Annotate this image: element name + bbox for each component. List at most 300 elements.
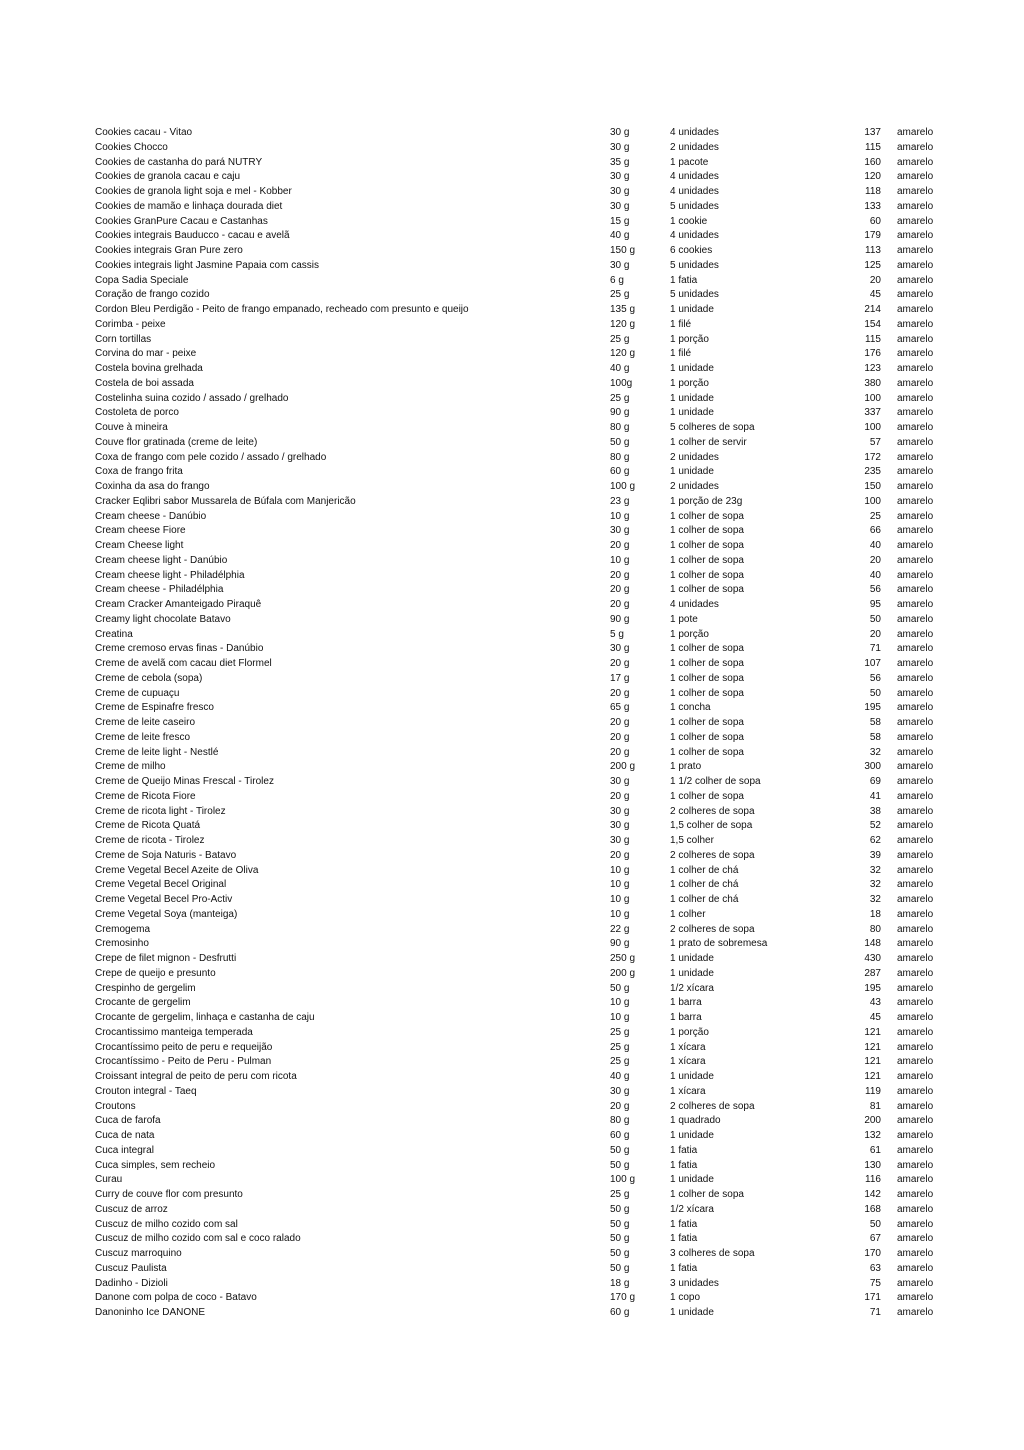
category-color-cell: amarelo (897, 1012, 934, 1023)
category-color-cell: amarelo (897, 1085, 934, 1097)
calories-cell: 123 (864, 363, 881, 374)
category-color-cell: amarelo (897, 304, 934, 315)
category-color-cell: amarelo (897, 628, 934, 640)
portion-cell: 15 g (610, 215, 630, 227)
table-row (95, 598, 925, 613)
household-measure-cell: 1 colher de sopa (670, 790, 744, 802)
category-color-cell: amarelo (897, 584, 934, 596)
household-measure-cell: 1 colher de chá (670, 894, 739, 905)
table-row (95, 1085, 925, 1100)
food-name-cell: Creme de Ricota Quatá (95, 820, 201, 832)
food-name-cell: Creme de Soja Naturis - Batavo (95, 849, 237, 861)
food-name-cell: Creme de leite light - Nestlé (95, 746, 219, 758)
food-name-cell: Cookies de castanha do pará NUTRY (95, 156, 263, 168)
calories-cell: 287 (864, 967, 881, 979)
table-row (95, 347, 925, 362)
portion-cell: 60 g (610, 1307, 630, 1318)
portion-cell: 30 g (610, 525, 630, 537)
category-color-cell: amarelo (897, 274, 934, 286)
household-measure-cell: 1 colher de sopa (670, 672, 744, 684)
calories-cell: 116 (865, 1174, 881, 1186)
calories-cell: 113 (865, 245, 881, 256)
table-row (95, 141, 925, 156)
category-color-cell: amarelo (897, 540, 934, 551)
category-color-cell: amarelo (897, 849, 934, 861)
food-name-cell: Curau (95, 1174, 123, 1186)
calories-cell: 52 (869, 820, 881, 832)
portion-cell: 50 g (610, 1248, 630, 1259)
category-color-cell: amarelo (897, 422, 934, 433)
food-name-cell: Cuca de farofa (95, 1115, 161, 1127)
category-color-cell: amarelo (897, 1056, 934, 1068)
table-row (95, 554, 925, 569)
portion-cell: 22 g (610, 923, 630, 935)
food-name-cell: Cream cheese - Philadélphia (95, 584, 224, 596)
portion-cell: 10 g (610, 1012, 630, 1023)
portion-cell: 20 g (610, 569, 630, 581)
table-row (95, 288, 925, 303)
portion-cell: 30 g (610, 259, 630, 271)
food-name-cell: Couve à mineira (95, 422, 168, 433)
category-color-cell: amarelo (897, 1292, 934, 1304)
household-measure-cell: 1 porção (670, 333, 709, 345)
food-name-cell: Crocantíssimo peito de peru e requeijão (95, 1041, 273, 1053)
table-row (95, 746, 925, 761)
category-color-cell: amarelo (897, 1130, 934, 1141)
calories-cell: 71 (869, 643, 881, 655)
household-measure-cell: 3 unidades (670, 1277, 719, 1289)
calories-cell: 130 (864, 1159, 881, 1171)
household-measure-cell: 1 unidade (670, 1130, 714, 1141)
calories-cell: 300 (864, 761, 881, 773)
table-row (95, 716, 925, 731)
calories-cell: 75 (869, 1277, 881, 1289)
table-row (95, 1173, 925, 1188)
household-measure-cell: 1 fatia (670, 1159, 698, 1171)
calories-cell: 107 (864, 658, 881, 669)
food-name-cell: Curry de couve flor com presunto (95, 1189, 243, 1200)
calories-cell: 57 (869, 436, 881, 448)
portion-cell: 30 g (610, 820, 630, 832)
food-name-cell: Creme de ricota light - Tirolez (95, 805, 226, 817)
household-measure-cell: 1 barra (670, 1012, 702, 1023)
table-row (95, 436, 925, 451)
household-measure-cell: 1 pote (670, 613, 698, 625)
portion-cell: 30 g (610, 171, 630, 183)
category-color-cell: amarelo (897, 864, 934, 876)
category-color-cell: amarelo (897, 687, 934, 699)
calories-cell: 56 (869, 584, 881, 596)
household-measure-cell: 1 colher de sopa (670, 746, 744, 758)
portion-cell: 20 g (610, 1100, 630, 1112)
food-name-cell: Creme de avelã com cacau diet Flormel (95, 658, 272, 669)
table-row (95, 864, 925, 879)
household-measure-cell: 4 unidades (670, 127, 719, 138)
category-color-cell: amarelo (897, 746, 934, 758)
category-color-cell: amarelo (897, 1026, 934, 1038)
household-measure-cell: 1 fatia (670, 1262, 698, 1274)
calories-cell: 150 (864, 481, 881, 492)
category-color-cell: amarelo (897, 200, 934, 212)
portion-cell: 90 g (610, 938, 630, 950)
food-name-cell: Creme de Queijo Minas Frescal - Tirolez (95, 776, 274, 787)
portion-cell: 30 g (610, 776, 630, 787)
household-measure-cell: 1 filé (670, 348, 692, 360)
food-name-cell: Danone com polpa de coco - Batavo (95, 1292, 257, 1304)
calories-cell: 95 (869, 599, 881, 610)
category-color-cell: amarelo (897, 318, 934, 330)
portion-cell: 250 g (610, 953, 636, 964)
food-name-cell: Creme de Espinafre fresco (95, 702, 214, 714)
portion-cell: 40 g (610, 363, 630, 374)
table-row (95, 1232, 925, 1247)
calories-cell: 380 (864, 377, 881, 389)
food-calorie-table (95, 126, 934, 1321)
portion-cell: 80 g (610, 451, 630, 463)
food-name-cell: Cookies GranPure Cacau e Castanhas (95, 215, 268, 227)
category-color-cell: amarelo (897, 510, 934, 522)
table-row (95, 937, 925, 952)
category-color-cell: amarelo (897, 790, 934, 802)
table-body (95, 126, 934, 1321)
portion-cell: 25 g (610, 333, 630, 345)
portion-cell: 25 g (610, 392, 630, 404)
calories-cell: 235 (864, 466, 881, 478)
calories-cell: 168 (864, 1203, 881, 1215)
portion-cell: 200 g (610, 761, 636, 773)
table-row (95, 1277, 925, 1292)
table-row (95, 1070, 925, 1085)
calories-cell: 62 (869, 835, 881, 846)
category-color-cell: amarelo (897, 1041, 934, 1053)
food-name-cell: Coração de frango cozido (95, 289, 210, 301)
table-row (95, 1026, 925, 1041)
category-color-cell: amarelo (897, 348, 934, 360)
table-row (95, 775, 925, 790)
portion-cell: 30 g (610, 186, 630, 197)
table-row (95, 126, 925, 141)
portion-cell: 10 g (610, 894, 630, 905)
table-row (95, 923, 925, 938)
calories-cell: 25 (869, 510, 881, 522)
category-color-cell: amarelo (897, 805, 934, 817)
calories-cell: 32 (869, 746, 881, 758)
category-color-cell: amarelo (897, 141, 934, 153)
household-measure-cell: 1 colher de chá (670, 879, 739, 891)
category-color-cell: amarelo (897, 186, 934, 197)
calories-cell: 20 (869, 554, 881, 566)
category-color-cell: amarelo (897, 1115, 934, 1127)
table-row (95, 1129, 925, 1144)
portion-cell: 10 g (610, 510, 630, 522)
food-name-cell: Cookies cacau - Vitao (95, 127, 193, 138)
household-measure-cell: 1 colher (670, 908, 706, 920)
food-name-cell: Cream cheese light - Philadélphia (95, 569, 245, 581)
household-measure-cell: 1 unidade (670, 407, 714, 419)
category-color-cell: amarelo (897, 1248, 934, 1259)
category-color-cell: amarelo (897, 289, 934, 301)
table-row (95, 1114, 925, 1129)
category-color-cell: amarelo (897, 363, 934, 374)
household-measure-cell: 1 pacote (670, 156, 709, 168)
household-measure-cell: 1 filé (670, 318, 692, 330)
table-row (95, 569, 925, 584)
food-name-cell: Cuca integral (95, 1144, 154, 1156)
table-row (95, 1262, 925, 1277)
food-name-cell: Danoninho Ice DANONE (95, 1307, 206, 1318)
table-row (95, 185, 925, 200)
calories-cell: 38 (869, 805, 881, 817)
category-color-cell: amarelo (897, 481, 934, 492)
household-measure-cell: 1 unidade (670, 967, 714, 979)
table-row (95, 1100, 925, 1115)
table-row (95, 1291, 925, 1306)
household-measure-cell: 1 fatia (670, 1218, 698, 1230)
calories-cell: 20 (869, 274, 881, 286)
household-measure-cell: 2 unidades (670, 481, 719, 492)
portion-cell: 35 g (610, 156, 630, 168)
food-name-cell: Crocantíssimo - Peito de Peru - Pulman (95, 1056, 272, 1068)
household-measure-cell: 1 copo (670, 1292, 701, 1304)
calories-cell: 41 (869, 790, 881, 802)
category-color-cell: amarelo (897, 466, 934, 478)
table-row (95, 819, 925, 834)
calories-cell: 121 (864, 1056, 881, 1068)
table-row (95, 657, 925, 672)
calories-cell: 32 (869, 864, 881, 876)
food-name-cell: Cuscuz marroquino (95, 1248, 182, 1259)
calories-cell: 171 (864, 1292, 881, 1304)
category-color-cell: amarelo (897, 702, 934, 714)
calories-cell: 179 (864, 230, 881, 242)
portion-cell: 150 g (610, 245, 636, 256)
table-row (95, 333, 925, 348)
portion-cell: 20 g (610, 849, 630, 861)
category-color-cell: amarelo (897, 982, 934, 994)
calories-cell: 430 (864, 953, 881, 964)
food-name-cell: Cuca de nata (95, 1130, 155, 1141)
category-color-cell: amarelo (897, 1159, 934, 1171)
food-name-cell: Dadinho - Dizioli (95, 1277, 168, 1289)
household-measure-cell: 1 unidade (670, 1307, 714, 1318)
portion-cell: 10 g (610, 864, 630, 876)
portion-cell: 20 g (610, 731, 630, 743)
category-color-cell: amarelo (897, 230, 934, 242)
category-color-cell: amarelo (897, 171, 934, 183)
calories-cell: 137 (864, 127, 881, 138)
portion-cell: 30 g (610, 127, 630, 138)
household-measure-cell: 1 porção de 23g (670, 495, 743, 507)
food-name-cell: Cuca simples, sem recheio (95, 1159, 216, 1171)
portion-cell: 18 g (610, 1277, 630, 1289)
category-color-cell: amarelo (897, 1174, 934, 1186)
household-measure-cell: 1 colher de sopa (670, 540, 744, 551)
calories-cell: 132 (864, 1130, 881, 1141)
household-measure-cell: 1 colher de sopa (670, 643, 744, 655)
table-row (95, 805, 925, 820)
portion-cell: 120 g (610, 348, 636, 360)
calories-cell: 50 (869, 687, 881, 699)
portion-cell: 25 g (610, 1189, 630, 1200)
category-color-cell: amarelo (897, 451, 934, 463)
category-color-cell: amarelo (897, 1218, 934, 1230)
food-name-cell: Cremogema (95, 923, 151, 935)
food-name-cell: Crepe de filet mignon - Desfrutti (95, 953, 237, 964)
household-measure-cell: 1 1/2 colher de sopa (670, 776, 761, 787)
portion-cell: 10 g (610, 908, 630, 920)
calories-cell: 66 (869, 525, 881, 537)
portion-cell: 60 g (610, 1130, 630, 1141)
calories-cell: 18 (869, 908, 881, 920)
category-color-cell: amarelo (897, 259, 934, 271)
household-measure-cell: 1 colher de servir (670, 436, 747, 448)
calories-cell: 43 (869, 997, 881, 1009)
portion-cell: 20 g (610, 540, 630, 551)
category-color-cell: amarelo (897, 967, 934, 979)
portion-cell: 40 g (610, 1071, 630, 1082)
food-name-cell: Creme Vegetal Becel Original (95, 879, 227, 891)
household-measure-cell: 4 unidades (670, 230, 719, 242)
table-row (95, 303, 925, 318)
household-measure-cell: 6 cookies (670, 245, 713, 256)
calories-cell: 61 (869, 1144, 881, 1156)
calories-cell: 100 (864, 392, 881, 404)
calories-cell: 71 (869, 1307, 881, 1318)
portion-cell: 30 g (610, 643, 630, 655)
household-measure-cell: 1 prato (670, 761, 702, 773)
calories-cell: 80 (869, 923, 881, 935)
category-color-cell: amarelo (897, 525, 934, 537)
food-name-cell: Creme de Ricota Fiore (95, 790, 196, 802)
household-measure-cell: 1 unidade (670, 392, 714, 404)
calories-cell: 40 (869, 569, 881, 581)
table-row (95, 451, 925, 466)
table-row (95, 480, 925, 495)
calories-cell: 115 (865, 333, 881, 345)
food-name-cell: Coxa de frango com pele cozido / assado / grelhado (95, 451, 327, 463)
category-color-cell: amarelo (897, 908, 934, 920)
category-color-cell: amarelo (897, 761, 934, 773)
food-name-cell: Crepe de queijo e presunto (95, 967, 216, 979)
food-name-cell: Cordon Bleu Perdigão - Peito de frango empanado, recheado com presunto e queijo (95, 304, 469, 315)
food-name-cell: Cuscuz de milho cozido com sal e coco ralado (95, 1233, 301, 1245)
category-color-cell: amarelo (897, 127, 934, 138)
table-row (95, 215, 925, 230)
household-measure-cell: 5 unidades (670, 289, 719, 301)
food-name-cell: Costela bovina grelhada (95, 363, 203, 374)
table-row (95, 878, 925, 893)
table-row (95, 274, 925, 289)
table-row (95, 628, 925, 643)
calories-cell: 58 (869, 717, 881, 728)
table-row (95, 583, 925, 598)
household-measure-cell: 2 unidades (670, 451, 719, 463)
food-name-cell: Cracker Eqlibri sabor Mussarela de Búfala com Manjericão (95, 495, 356, 507)
food-name-cell: Crocantissimo manteiga temperada (95, 1026, 253, 1038)
food-name-cell: Crespinho de gergelim (95, 982, 196, 994)
household-measure-cell: 1 colher de sopa (670, 554, 744, 566)
calories-cell: 100 (864, 422, 881, 433)
category-color-cell: amarelo (897, 923, 934, 935)
table-row (95, 1041, 925, 1056)
table-row (95, 731, 925, 746)
portion-cell: 200 g (610, 967, 636, 979)
calories-cell: 63 (869, 1262, 881, 1274)
food-name-cell: Creme de leite fresco (95, 731, 191, 743)
calories-cell: 142 (864, 1189, 881, 1200)
portion-cell: 50 g (610, 1144, 630, 1156)
food-name-cell: Creatina (95, 628, 133, 640)
table-row (95, 421, 925, 436)
calories-cell: 176 (864, 348, 881, 360)
food-name-cell: Copa Sadia Speciale (95, 274, 189, 286)
calories-cell: 60 (869, 215, 881, 227)
household-measure-cell: 1 unidade (670, 363, 714, 374)
portion-cell: 100g (610, 377, 633, 389)
table-row (95, 790, 925, 805)
table-row (95, 1188, 925, 1203)
household-measure-cell: 3 colheres de sopa (670, 1248, 755, 1259)
portion-cell: 100 g (610, 481, 636, 492)
table-row (95, 1203, 925, 1218)
calories-cell: 160 (864, 156, 881, 168)
table-row (95, 687, 925, 702)
household-measure-cell: 5 unidades (670, 259, 719, 271)
portion-cell: 50 g (610, 982, 630, 994)
table-row (95, 1144, 925, 1159)
category-color-cell: amarelo (897, 599, 934, 610)
portion-cell: 5 g (610, 628, 624, 640)
table-row (95, 642, 925, 657)
food-name-cell: Creme cremoso ervas finas - Danúbio (95, 643, 264, 655)
table-row (95, 510, 925, 525)
category-color-cell: amarelo (897, 613, 934, 625)
table-row (95, 908, 925, 923)
household-measure-cell: 1 xícara (670, 1085, 706, 1097)
food-name-cell: Cookies de granola cacau e caju (95, 171, 241, 183)
calories-cell: 67 (869, 1233, 881, 1245)
household-measure-cell: 1 xícara (670, 1056, 706, 1068)
calories-cell: 154 (864, 318, 881, 330)
portion-cell: 25 g (610, 1026, 630, 1038)
calories-cell: 148 (864, 938, 881, 950)
household-measure-cell: 1 colher de sopa (670, 584, 744, 596)
calories-cell: 125 (864, 259, 881, 271)
food-name-cell: Cuscuz de milho cozido com sal (95, 1218, 238, 1230)
food-name-cell: Costela de boi assada (95, 377, 194, 389)
portion-cell: 50 g (610, 1233, 630, 1245)
table-row (95, 156, 925, 171)
calories-cell: 50 (869, 1218, 881, 1230)
category-color-cell: amarelo (897, 672, 934, 684)
household-measure-cell: 1,5 colher (670, 835, 714, 846)
household-measure-cell: 1/2 xícara (670, 1203, 714, 1215)
household-measure-cell: 1 colher de sopa (670, 525, 744, 537)
food-name-cell: Cream cheese light - Danúbio (95, 554, 228, 566)
table-row (95, 1306, 925, 1321)
calories-cell: 39 (869, 849, 881, 861)
calories-cell: 100 (864, 495, 881, 507)
food-name-cell: Cream cheese Fiore (95, 525, 186, 537)
calories-cell: 121 (864, 1026, 881, 1038)
calories-cell: 50 (869, 613, 881, 625)
portion-cell: 25 g (610, 289, 630, 301)
food-name-cell: Cookies de granola light soja e mel - Kobber (95, 186, 292, 197)
food-name-cell: Creme Vegetal Becel Azeite de Oliva (95, 864, 259, 876)
portion-cell: 90 g (610, 613, 630, 625)
category-color-cell: amarelo (897, 569, 934, 581)
table-row (95, 1011, 925, 1026)
